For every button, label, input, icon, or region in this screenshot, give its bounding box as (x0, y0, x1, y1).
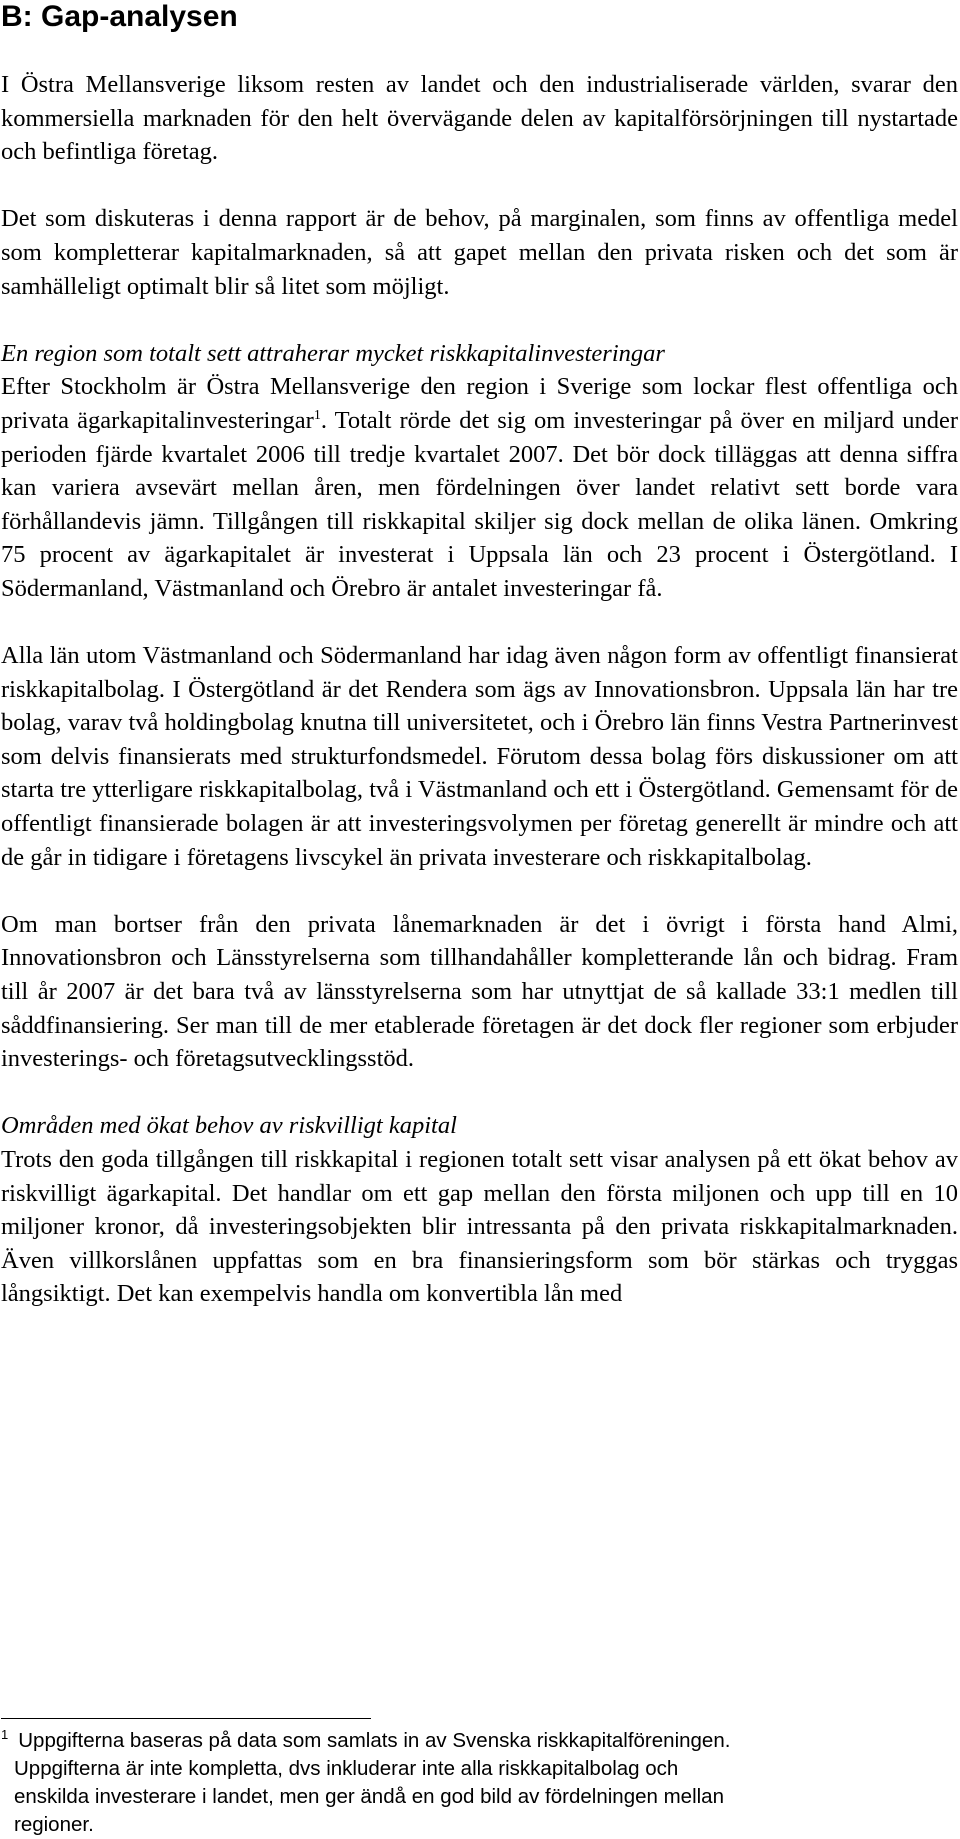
footnote (1, 1727, 941, 1839)
paragraph-investments-part2: . Totalt rörde det sig om investeringar på över en miljard under perioden fjärde kvartalet 2006 till tredje kvartalet 2007. Det bör dock tilläggas att denna siffra kan variera avsevärt mellan åren, men fördelningen över landet relativt sett borde vara förhållandevis jämn. Tillgången till riskkapital skiljer sig dock mellan de olika länen. Omkring 75 procent av ägarkapitalet är investerat i Uppsala län och 23 procent i Östergötland. I Södermanland, Västmanland och Örebro är antalet investeringar få. (1, 406, 958, 602)
paragraph-investments (1, 370, 958, 605)
footnote-line-4: regioner. (14, 1813, 94, 1836)
paragraph-counties: Alla län utom Västmanland och Södermanland har idag även någon form av offentligt finansierat riskkapitalbolag. I Östergötland är det Rendera som ägs av Innovationsbron. Uppsala län har tre bolag, varav två holdingbolag knutna till universitetet, och i Örebro län finns Vestra Partnerinvest som delvis finansierats med strukturfondsmedel. Förutom dessa bolag förs diskussioner om att starta tre ytterligare riskkapitalbolag, två i Västmanland och ett i Östergötland. Gemensamt för de offentligt finansierade bolagen är att investeringsvolymen per företag generellt är mindre och att de går in tidigare i företagens livscykel än privata investerare och riskkapitalbolag. (1, 642, 958, 871)
body-text (1, 68, 958, 1311)
section-heading: B: Gap-analysen (1, 0, 238, 33)
footnote-line-1 (1, 1727, 941, 1755)
footnote-reference: 1 (313, 407, 321, 423)
subheading-region: En region som totalt sett attraherar mycket riskkapitalinvesteringar (1, 339, 665, 367)
paragraph-investments-part1: Efter Stockholm är Östra Mellansverige den region i Sverige som lockar flest offentliga och privata ägarkapitalinvesteringar (1, 373, 958, 434)
paragraph-loans: Om man bortser från den privata lånemarknaden är det i övrigt i första hand Almi, Innovationsbron och Länsstyrelserna som tillhandahåller kompletterande lån och bidrag. Fram till år 2007 är det bara två av länsstyrelserna som har utnyttjat de så kallade 33:1 medlen till såddfinansiering. Ser man till de mer etablerade företagen är det dock fler regioner som erbjuder investerings- och företagsutvecklingsstöd. (1, 910, 958, 1073)
footnote-text-1: Uppgifterna baseras på data som samlats in av Svenska riskkapitalföreningen. (18, 1729, 731, 1752)
footnote-number: 1 (1, 1727, 9, 1742)
footnote-divider (1, 1718, 371, 1719)
footnote-line-2: Uppgifterna är inte kompletta, dvs inkluderar inte alla riskkapitalbolag och (14, 1757, 679, 1780)
paragraph-purpose: Det som diskuteras i denna rapport är de behov, på marginalen, som finns av offentliga medel som kompletterar kapitalmarknaden, så att gapet mellan den privata risken och det som är samhälleligt optimalt blir så litet som möjligt. (1, 205, 958, 300)
paragraph-intro: I Östra Mellansverige liksom resten av landet och den industrialiserade världen, svarar den kommersiella marknaden för den helt övervägande delen av kapitalförsörjningen till nystartade och befintliga företag. (1, 71, 958, 166)
subheading-needs: Områden med ökat behov av riskvilligt kapital (1, 1112, 457, 1140)
footnote-line-3: enskilda investerare i landet, men ger ändå en god bild av fördelningen mellan (14, 1785, 724, 1808)
paragraph-gap: Trots den goda tillgången till riskkapital i regionen totalt sett visar analysen på ett ökat behov av riskvilligt ägarkapital. Det handlar om ett gap mellan den första miljonen och upp till en 10 miljoner kronor, då investeringsobjekten blir intressanta på den privata riskkapitalmarknaden. Även villkorslånen uppfattas som en bra finansieringsform som bör stärkas och tryggas långsiktigt. Det kan exempelvis handla om konvertibla lån med (1, 1146, 958, 1308)
